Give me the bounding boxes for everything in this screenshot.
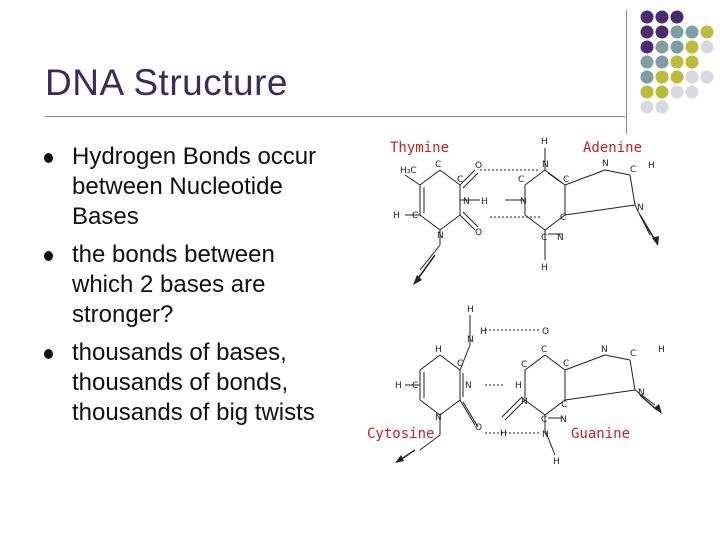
dot — [686, 26, 699, 39]
cytosine-label: Cytosine — [367, 426, 435, 442]
arrow-head-icon — [413, 275, 422, 285]
dot — [686, 41, 699, 54]
dot-grid-circles — [641, 11, 714, 114]
svg-text:C: C — [541, 345, 548, 355]
dot — [701, 41, 714, 54]
svg-text:C: C — [521, 360, 528, 370]
svg-text:N: N — [463, 197, 470, 207]
dot — [656, 11, 669, 24]
svg-text:H: H — [541, 263, 548, 273]
bullet-item — [40, 338, 340, 428]
dot — [671, 26, 684, 39]
dot — [641, 56, 654, 69]
svg-text:C: C — [560, 213, 567, 223]
svg-text:N: N — [521, 397, 528, 407]
svg-text:O: O — [542, 327, 550, 337]
svg-text:H₃C: H₃C — [400, 166, 417, 176]
svg-text:C: C — [435, 160, 442, 170]
adenine-structure — [505, 148, 650, 260]
svg-text:N: N — [520, 197, 527, 207]
svg-text:C: C — [457, 175, 464, 185]
bullet-text: the bonds between which 2 bases are stronger? — [72, 241, 275, 328]
dot — [656, 101, 669, 114]
bullet-dot-icon — [44, 153, 53, 163]
svg-text:C: C — [563, 359, 570, 369]
bullet-dot-icon — [44, 349, 53, 359]
svg-text:H: H — [393, 211, 400, 221]
svg-text:N: N — [601, 345, 608, 355]
svg-text:H: H — [648, 161, 655, 171]
dot — [686, 86, 699, 99]
svg-text:O: O — [475, 423, 483, 433]
dot — [641, 11, 654, 24]
svg-text:H: H — [658, 345, 665, 355]
bullet-text: Hydrogen Bonds occur between Nucleotide Bases — [72, 143, 317, 230]
thymine-label: Thymine — [390, 140, 450, 156]
dot — [656, 56, 669, 69]
svg-text:C: C — [630, 165, 637, 175]
svg-text:N: N — [637, 203, 644, 213]
dot — [641, 26, 654, 39]
dot — [671, 71, 684, 84]
dot — [656, 71, 669, 84]
svg-text:H: H — [435, 345, 442, 355]
dot — [641, 41, 654, 54]
svg-text:N: N — [638, 388, 645, 398]
bullet-dot-icon — [44, 251, 53, 261]
svg-text:H: H — [481, 197, 488, 207]
dot — [671, 41, 684, 54]
svg-text:H: H — [515, 381, 522, 391]
dot — [701, 71, 714, 84]
dot — [656, 26, 669, 39]
bullet-item — [40, 240, 340, 330]
arrow-line — [417, 255, 435, 280]
svg-text:N: N — [542, 430, 549, 440]
svg-text:N: N — [602, 159, 609, 169]
svg-text:H: H — [395, 381, 402, 391]
svg-text:O: O — [475, 161, 483, 171]
dot — [656, 86, 669, 99]
svg-text:H: H — [480, 327, 487, 337]
svg-text:C: C — [457, 359, 464, 369]
atom-labels — [393, 137, 665, 467]
svg-text:N: N — [435, 413, 442, 423]
svg-text:C: C — [561, 400, 568, 410]
svg-text:N: N — [557, 233, 564, 243]
svg-text:C: C — [412, 211, 419, 221]
dot — [641, 71, 654, 84]
arrow-line — [640, 215, 655, 240]
svg-text:C: C — [630, 349, 637, 359]
svg-text:C: C — [412, 381, 419, 391]
slide-title: DNA Structure — [45, 62, 288, 103]
svg-text:N: N — [465, 381, 472, 391]
bullet-list — [40, 142, 340, 436]
vertical-rule — [626, 10, 627, 134]
dot — [686, 56, 699, 69]
svg-text:C: C — [563, 175, 570, 185]
base-pairing-diagram — [355, 130, 685, 475]
dot — [641, 101, 654, 114]
svg-text:H: H — [553, 457, 560, 467]
guanine-label: Guanine — [571, 426, 631, 442]
title-underline — [45, 116, 625, 117]
dot — [701, 26, 714, 39]
dot — [671, 56, 684, 69]
dot — [641, 86, 654, 99]
arrow-head-icon — [395, 455, 404, 463]
dot — [671, 11, 684, 24]
svg-text:N: N — [560, 415, 567, 425]
svg-text:O: O — [475, 228, 483, 238]
dot — [671, 86, 684, 99]
svg-text:C: C — [541, 233, 548, 243]
svg-text:C: C — [541, 415, 548, 425]
svg-text:H: H — [500, 429, 507, 439]
svg-text:H: H — [541, 137, 548, 147]
bullet-text: thousands of bases, thousands of bonds, thousands of big twists — [72, 339, 315, 426]
svg-text:H: H — [467, 305, 474, 315]
svg-text:N: N — [542, 160, 549, 170]
bullet-item — [40, 142, 340, 232]
dot — [656, 41, 669, 54]
svg-text:N: N — [437, 231, 444, 241]
adenine-label: Adenine — [583, 140, 643, 156]
svg-text:N: N — [467, 335, 474, 345]
dot — [686, 71, 699, 84]
svg-text:C: C — [518, 175, 525, 185]
